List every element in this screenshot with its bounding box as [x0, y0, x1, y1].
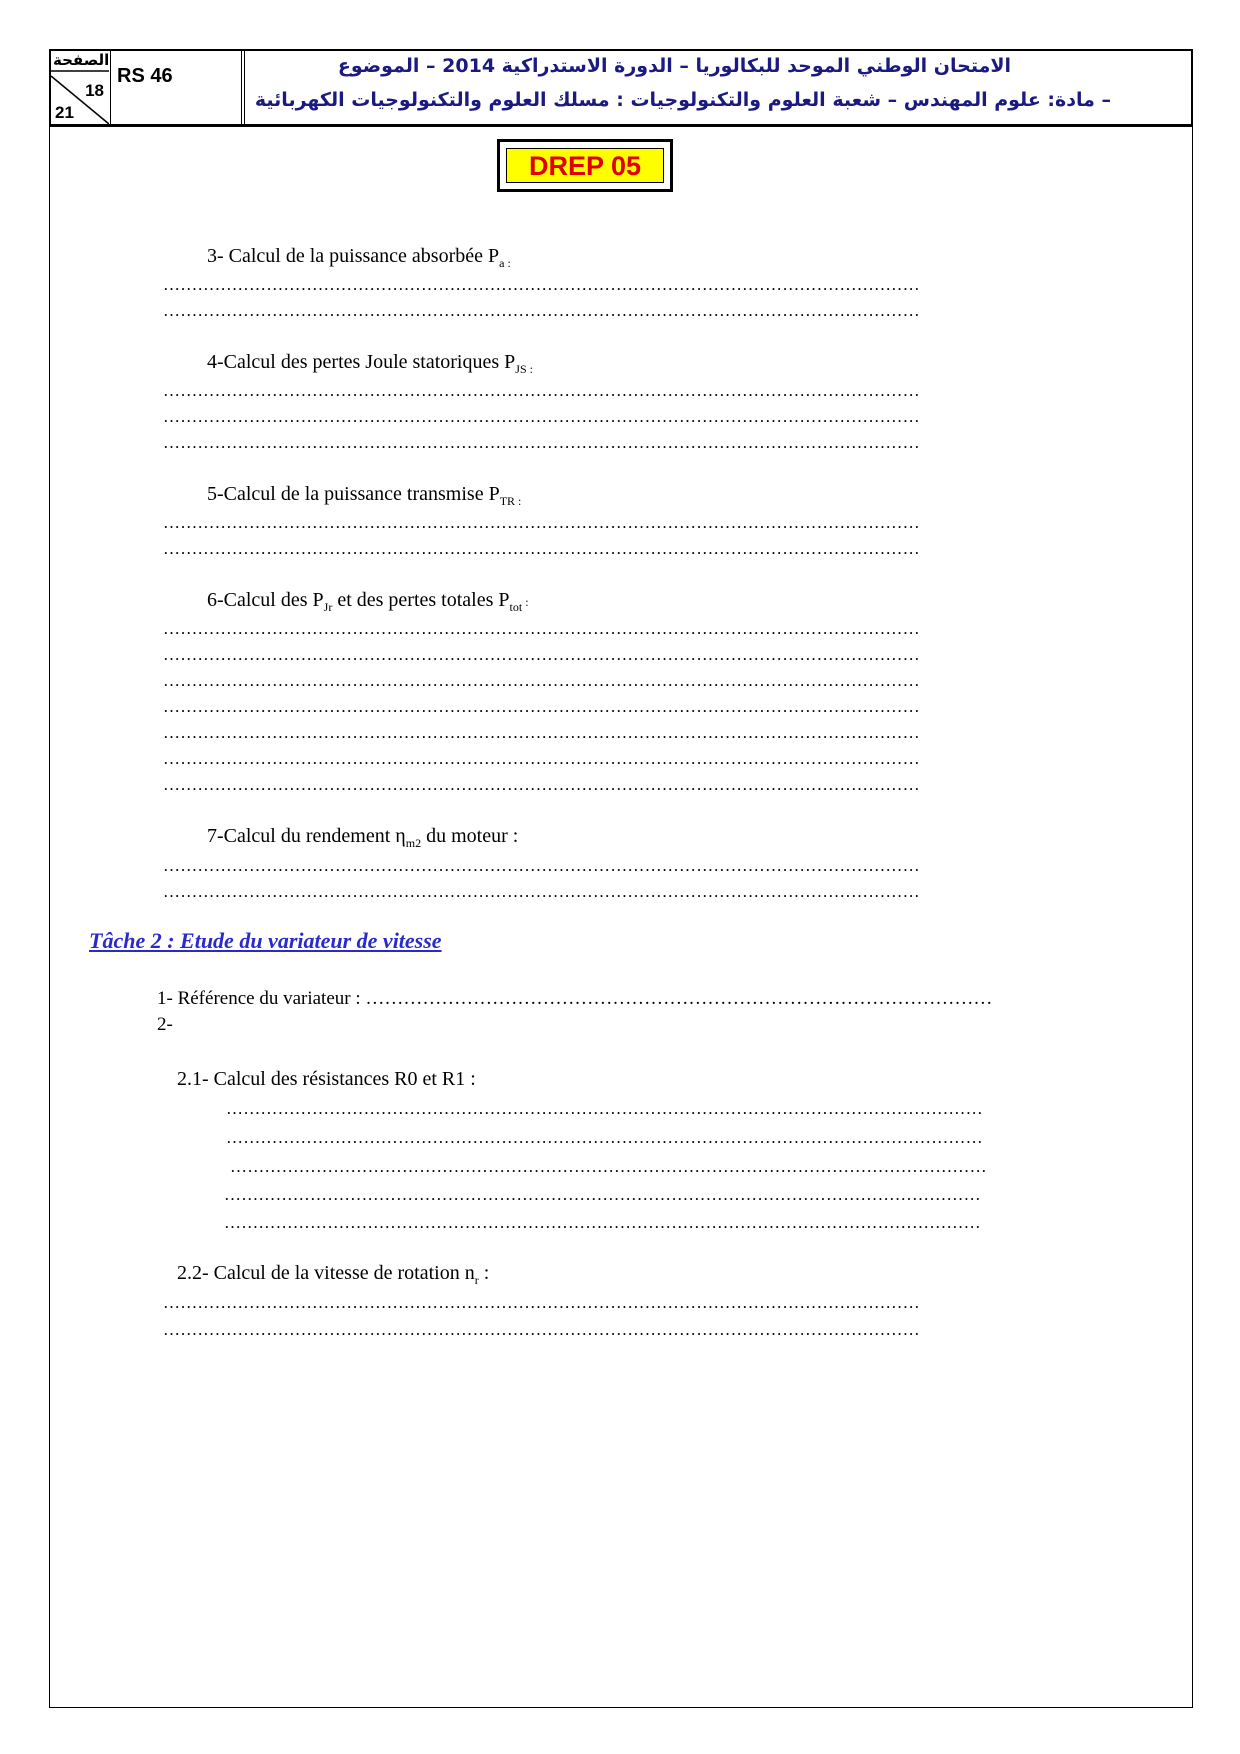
answer-line: ……………………………………………………………………………………………………………………: [163, 1320, 920, 1339]
page-current: 18: [85, 81, 104, 100]
answer-line: ……………………………………………………………………………………………………………………: [226, 1128, 983, 1147]
answer-line: ……………………………………………………………………………………………………………………: [163, 275, 920, 294]
answer-line: ……………………………………………………………………………………………………………………: [163, 407, 920, 426]
exam-header: [49, 49, 1193, 127]
answer-line: ……………………………………………………………………………………………………………………: [224, 1213, 981, 1232]
answer-line: ……………………………………………………………………………………………………………………: [163, 645, 920, 664]
answer-line: ……………………………………………………………………………………………………………………: [163, 882, 920, 901]
answer-line: ……………………………………………………………………………………………………………………: [163, 671, 920, 690]
exam-code-box: [111, 51, 245, 126]
exam-code: RS 46: [117, 65, 173, 87]
answer-line: ……………………………………………………………………………………………………………………: [226, 1099, 983, 1118]
drep-badge: [497, 139, 673, 192]
task2-item-2-2: 2.2- Calcul de la vitesse de rotation $n_r$ :: [177, 1262, 490, 1287]
page-border: [49, 49, 1193, 1708]
task-2-title: Tâche 2 : Etude du variateur de vitesse: [89, 928, 442, 953]
answer-line: ……………………………………………………………………………………………………………………: [163, 433, 920, 452]
answer-line: ……………………………………………………………………………………………………………………: [163, 381, 920, 400]
answer-line: ……………………………………………………………………………………………………………………: [224, 1185, 981, 1204]
question-3: 3- Calcul de la puissance absorbée $P_{a :}$: [207, 245, 511, 270]
answer-line: ……………………………………………………………………………………………………………………: [163, 1293, 920, 1312]
answer-line: ……………………………………………………………………………………………………………………: [163, 697, 920, 716]
task2-item-1: 1- Référence du variateur : ………………………………………………………………………………………: [157, 988, 993, 1009]
answer-line: ……………………………………………………………………………………………………………………: [163, 513, 920, 532]
answer-line: ……………………………………………………………………………………………………………………: [163, 749, 920, 768]
answer-line: ……………………………………………………………………………………………………………………: [163, 856, 920, 875]
drep-label: DREP 05: [528, 151, 642, 181]
task2-item-2: 2-: [157, 1014, 173, 1035]
page-number-box: [51, 51, 111, 126]
exam-title-box: [245, 51, 1191, 126]
question-4: 4-Calcul des pertes Joule statoriques $P_{JS :}$: [207, 351, 533, 376]
answer-line: ……………………………………………………………………………………………………………………: [163, 619, 920, 638]
exam-title-line1: الامتحان الوطني الموحد للبكالوريا – الدورة الاستدراكية 2014 – الموضوع: [337, 55, 1011, 77]
page-label: الصفحة: [53, 51, 110, 69]
answer-line: ……………………………………………………………………………………………………………………: [163, 301, 920, 320]
answer-line: ……………………………………………………………………………………………………………………: [230, 1157, 987, 1176]
answer-line: ……………………………………………………………………………………………………………………: [163, 775, 920, 794]
question-6: 6-Calcul des $P_{Jr}$ et des pertes totales $P_{tot}$ :: [207, 589, 529, 614]
answer-line: ……………………………………………………………………………………………………………………: [163, 723, 920, 742]
exam-title-line2: – مادة: علوم المهندس – شعبة العلوم والتكنولوجيات : مسلك العلوم والتكنولوجيات الكهربائية: [254, 89, 1111, 111]
question-7: 7-Calcul du rendement $\eta_{m2}$ du moteur :: [207, 825, 519, 850]
page-total: 21: [55, 103, 74, 122]
question-5: 5-Calcul de la puissance transmise $P_{TR :}$: [207, 483, 522, 508]
task2-item-2-1: 2.1- Calcul des résistances R0 et R1 :: [177, 1068, 476, 1090]
answer-line: ……………………………………………………………………………………………………………………: [163, 539, 920, 558]
